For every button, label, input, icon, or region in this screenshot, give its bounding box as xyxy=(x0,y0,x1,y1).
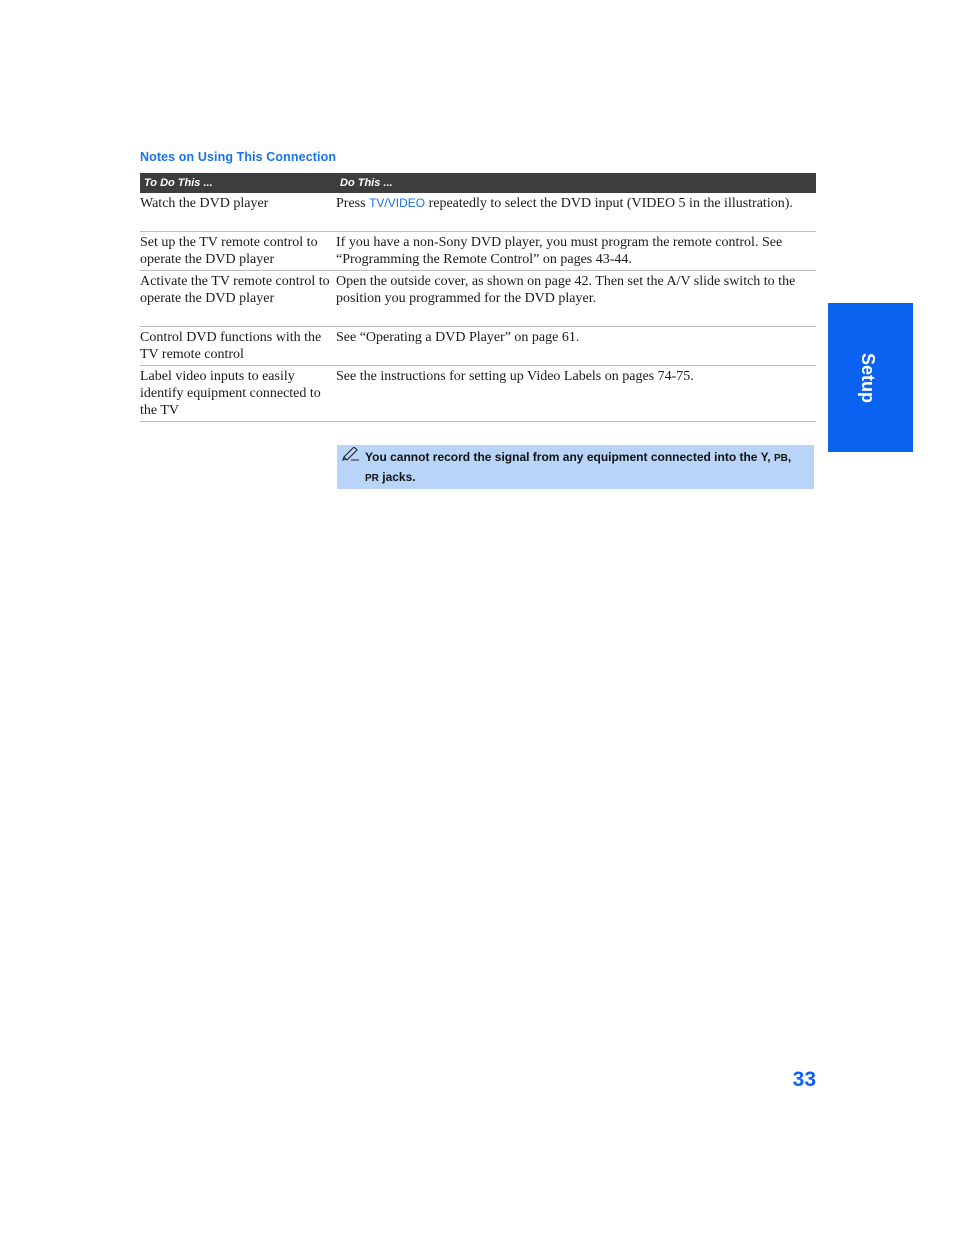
action-cell: If you have a non-Sony DVD player, you must program the remote control. See “Programming the Remote Control” on pages 43-44. xyxy=(336,235,783,267)
note-box xyxy=(337,445,814,489)
task-cell: Control DVD functions with the TV remote control xyxy=(140,330,322,362)
side-tab-label xyxy=(852,353,892,413)
table-header xyxy=(140,173,816,193)
action-suffix: repeatedly to select the DVD input (VIDEO 5 in the illustration). xyxy=(425,196,793,211)
action-cell: See “Operating a DVD Player” on page 61. xyxy=(336,330,580,345)
task-cell: Activate the TV remote control to operate the DVD player xyxy=(140,274,330,306)
action-cell xyxy=(336,193,816,231)
page-number: 33 xyxy=(792,1068,816,1091)
note-pr: PR xyxy=(365,473,379,484)
tv-video-button-label: TV/VIDEO xyxy=(369,196,426,210)
task-cell: Set up the TV remote control to operate the DVD player xyxy=(140,235,318,267)
table-row xyxy=(140,271,816,327)
note-text-3: jacks. xyxy=(378,470,416,484)
header-to-do-this: To Do This ... xyxy=(144,177,213,189)
note-pb: PB xyxy=(773,453,788,464)
note-text-1: You cannot record the signal from any equipment connected into the Y, xyxy=(365,450,774,464)
table-row xyxy=(140,366,816,422)
action-cell: See the instructions for setting up Video Labels on pages 74-75. xyxy=(336,369,694,384)
pencil-note-icon xyxy=(342,447,360,461)
action-cell: Open the outside cover, as shown on page 42. Then set the A/V slide switch to the position you programmed for the DVD player. xyxy=(336,274,796,306)
side-tab-text: Setup xyxy=(858,353,878,404)
action-prefix: Press xyxy=(336,196,370,211)
note-text-2: , xyxy=(787,450,792,464)
table-row xyxy=(140,232,816,271)
table-row xyxy=(140,327,816,366)
notes-table xyxy=(140,173,816,422)
section-title: Notes on Using This Connection xyxy=(140,150,337,164)
table-row xyxy=(140,193,816,232)
header-do-this: Do This ... xyxy=(340,177,393,189)
task-cell: Label video inputs to easily identify equipment connected to the TV xyxy=(140,369,321,418)
task-cell: Watch the DVD player xyxy=(140,196,269,211)
